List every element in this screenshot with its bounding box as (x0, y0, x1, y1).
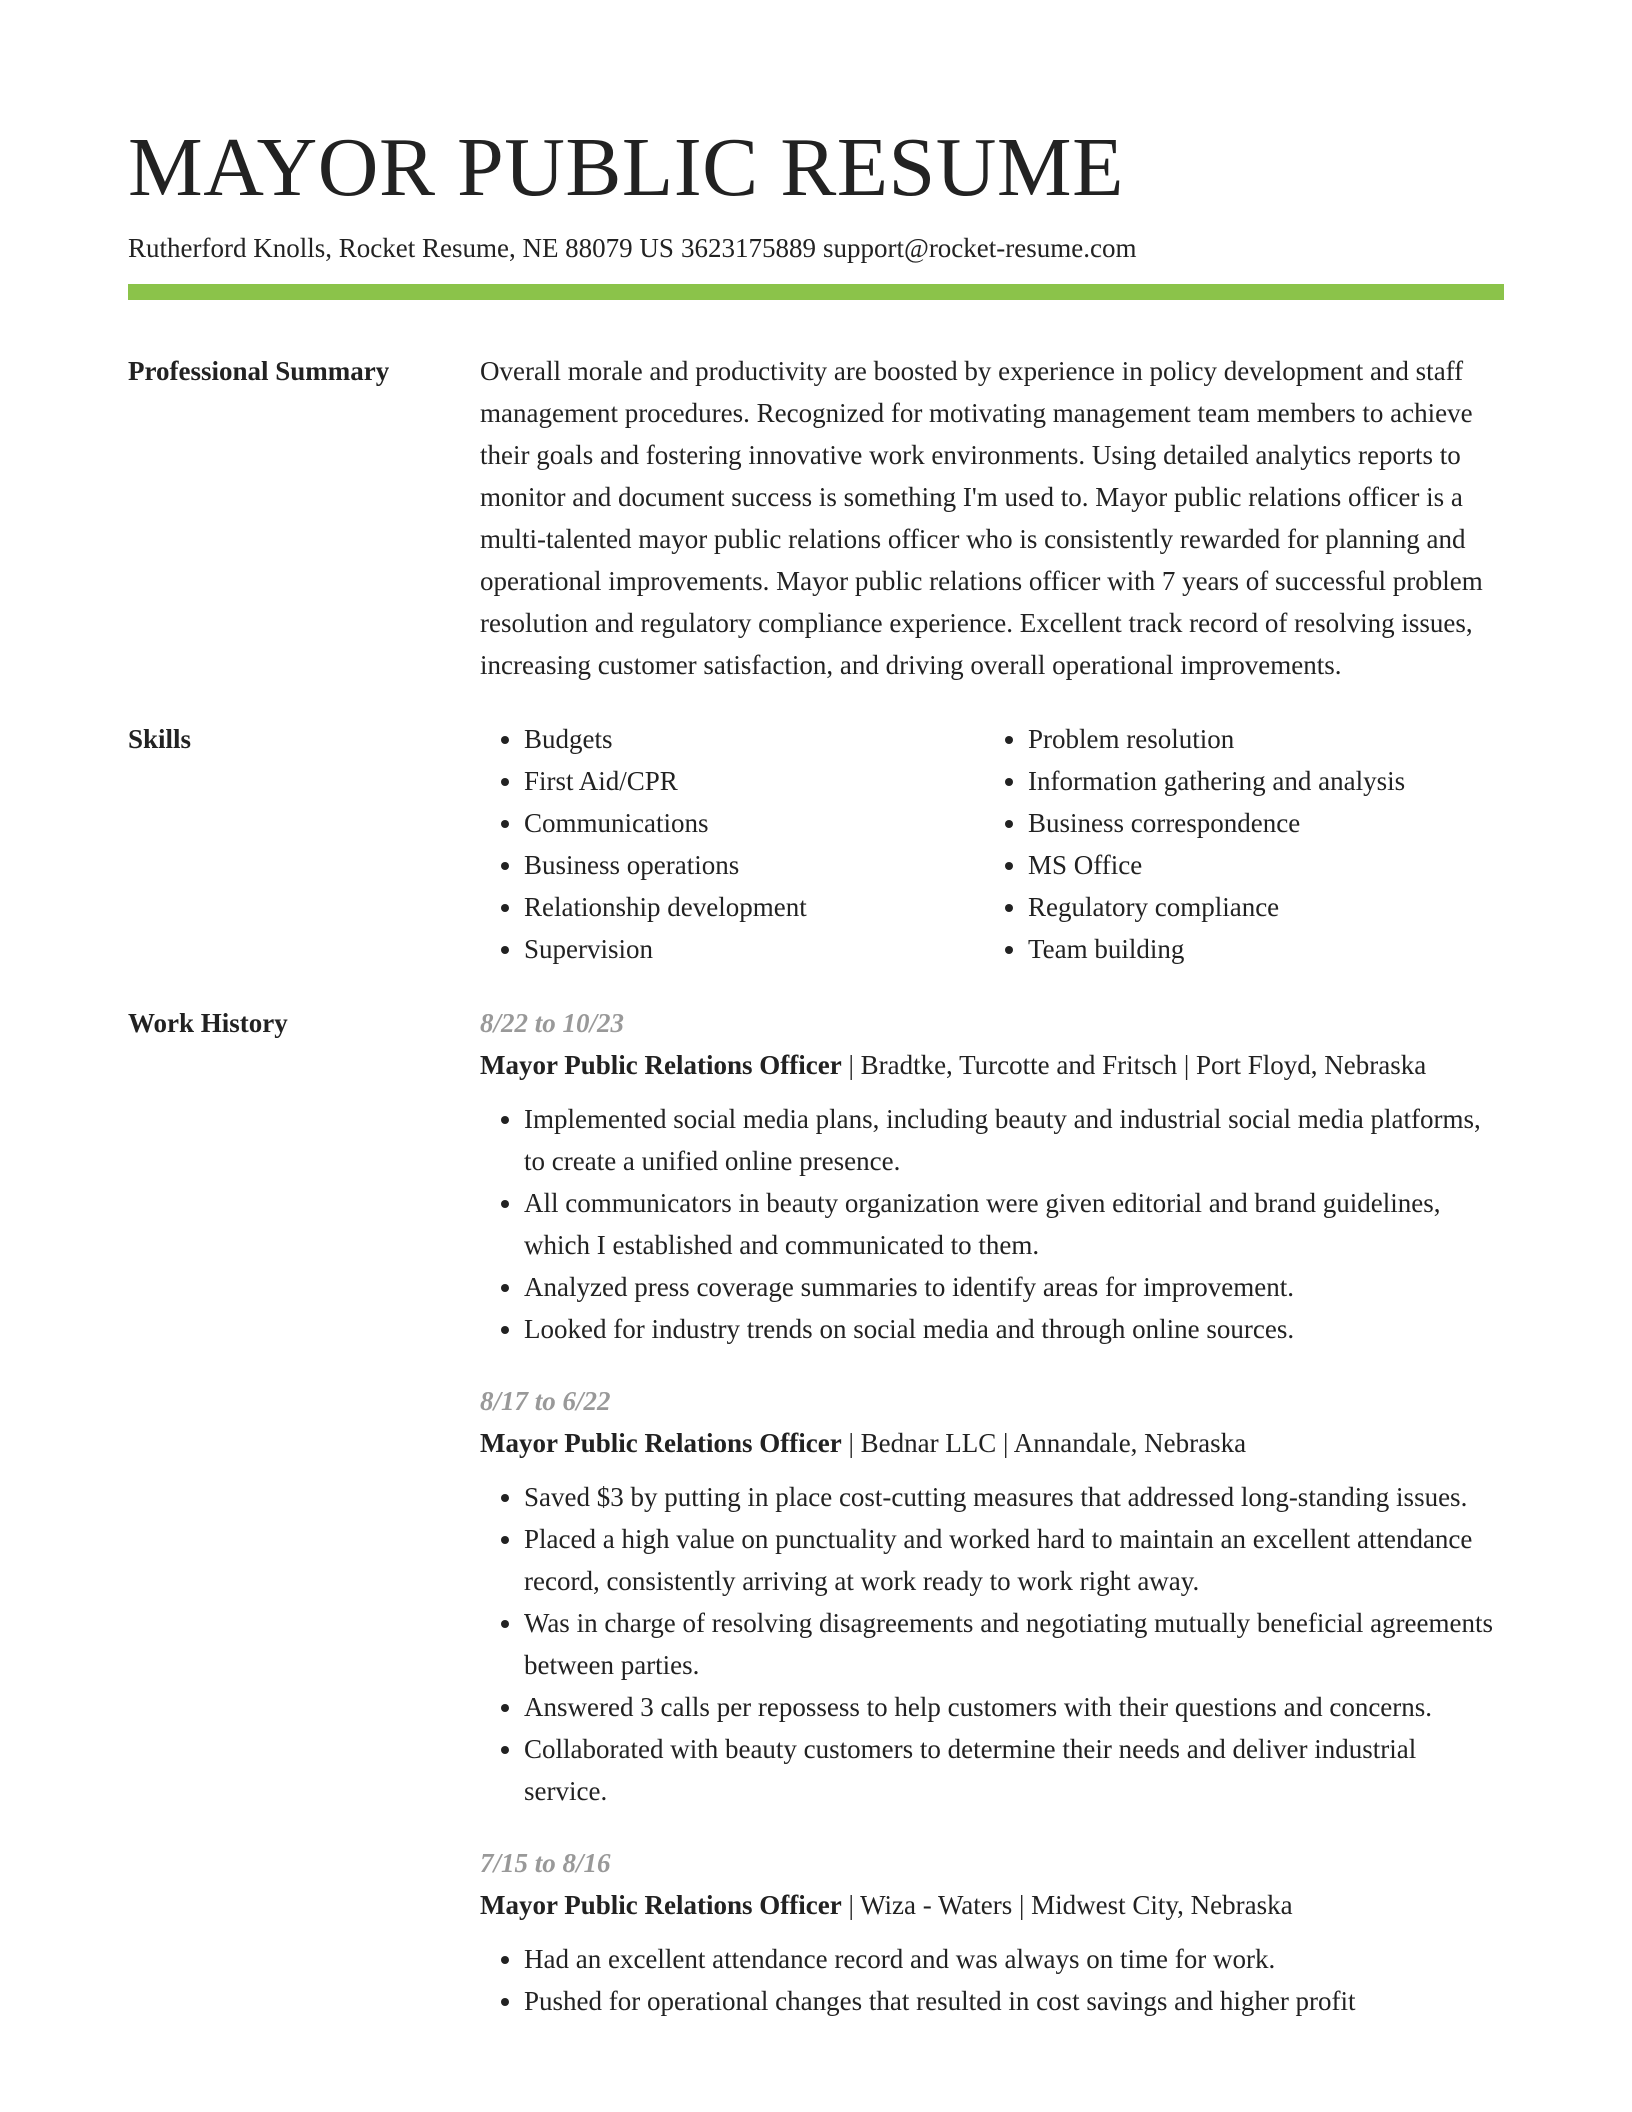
job-bullets (480, 1938, 1504, 2022)
skill-item: • Business operations (524, 844, 984, 886)
job-title: Mayor Public Relations Officer (480, 1050, 842, 1080)
job-bullet: • Implemented social media plans, including beauty and industrial social media platforms, to create a unified online presence. (524, 1098, 1504, 1182)
job-bullet: • Was in charge of resolving disagreements and negotiating mutually beneficial agreements between parties. (524, 1602, 1504, 1686)
job-employer-location: | Bednar LLC | Annandale, Nebraska (841, 1428, 1247, 1458)
job-bullet: • Looked for industry trends on social media and through online sources. (524, 1308, 1504, 1350)
resume-page (128, 118, 1504, 2052)
job-heading (480, 1884, 1504, 1926)
job-entry (480, 1380, 1504, 1812)
contact-email: support@rocket-resume.com (822, 233, 1137, 263)
skill-item: • Budgets (524, 718, 984, 760)
skill-item: • First Aid/CPR (524, 760, 984, 802)
job-entry (480, 1842, 1504, 2022)
job-bullet: • Collaborated with beauty customers to determine their needs and deliver industrial service. (524, 1728, 1504, 1812)
skills-columns (480, 718, 1504, 970)
job-dates: 8/22 to 10/23 (480, 1008, 625, 1038)
job-title: Mayor Public Relations Officer (480, 1428, 842, 1458)
skills-list-left (480, 718, 984, 970)
work-history-body (480, 1002, 1504, 2052)
work-history-section (128, 1002, 1504, 2052)
skill-item: • Relationship development (524, 886, 984, 928)
job-bullet: • Had an excellent attendance record and was always on time for work. (524, 1938, 1504, 1980)
job-heading (480, 1044, 1504, 1086)
section-body (480, 350, 1504, 686)
contact-address: Rutherford Knolls, Rocket Resume, NE 88079 US (128, 233, 674, 263)
skill-item: • Supervision (524, 928, 984, 970)
job-bullet: • Analyzed press coverage summaries to identify areas for improvement. (524, 1266, 1504, 1308)
summary-text: Overall morale and productivity are boosted by experience in policy development and staff management procedures. Recognized for motivating management team members to achieve their goals and fostering innovative work environments. Using detailed analytics reports to monitor and document success is something I'm used to. Mayor public relations officer is a multi-talented mayor public relations officer who is consistently rewarded for planning and operational improvements. Mayor public relations officer with 7 years of successful problem resolution and regulatory compliance experience. Excellent track record of resolving issues, increasing customer satisfaction, and driving overall operational improvements. (480, 356, 1483, 680)
skill-item: • Business correspondence (1028, 802, 1405, 844)
job-heading (480, 1422, 1504, 1464)
skill-item: • Information gathering and analysis (1028, 760, 1405, 802)
job-bullet: • Answered 3 calls per repossess to help customers with their questions and concerns. (524, 1686, 1504, 1728)
section-label: Skills (128, 724, 192, 754)
skill-item: • MS Office (1028, 844, 1405, 886)
skill-item: • Problem resolution (1028, 718, 1405, 760)
job-employer-location: | Wiza - Waters | Midwest City, Nebraska (841, 1890, 1293, 1920)
job-title: Mayor Public Relations Officer (480, 1890, 842, 1920)
job-employer-location: | Bradtke, Turcotte and Fritsch | Port Floyd, Nebraska (841, 1050, 1427, 1080)
skill-item: • Regulatory compliance (1028, 886, 1405, 928)
job-bullet: • All communicators in beauty organization were given editorial and brand guidelines, which I established and communicated to them. (524, 1182, 1504, 1266)
professional-summary-section (128, 350, 1504, 686)
skills-section (128, 718, 1504, 970)
section-label: Work History (128, 1008, 288, 1038)
skills-list-right (984, 718, 1405, 970)
contact-phone: 3623175889 (680, 233, 816, 263)
skill-item: • Communications (524, 802, 984, 844)
skill-item: • Team building (1028, 928, 1405, 970)
job-bullets (480, 1476, 1504, 1812)
accent-divider (128, 284, 1504, 300)
contact-line (128, 230, 1504, 266)
job-bullet: • Placed a high value on punctuality and worked hard to maintain an excellent attendance record, consistently arriving at work ready to work right away. (524, 1518, 1504, 1602)
job-entry (480, 1002, 1504, 1350)
job-bullets (480, 1098, 1504, 1350)
resume-title: MAYOR PUBLIC RESUME (128, 121, 1124, 214)
job-bullet: • Pushed for operational changes that resulted in cost savings and higher profit (524, 1980, 1504, 2022)
section-label: Professional Summary (128, 356, 390, 386)
job-bullet: • Saved $3 by putting in place cost-cutting measures that addressed long-standing issues. (524, 1476, 1504, 1518)
job-dates: 8/17 to 6/22 (480, 1386, 611, 1416)
job-dates: 7/15 to 8/16 (480, 1848, 611, 1878)
